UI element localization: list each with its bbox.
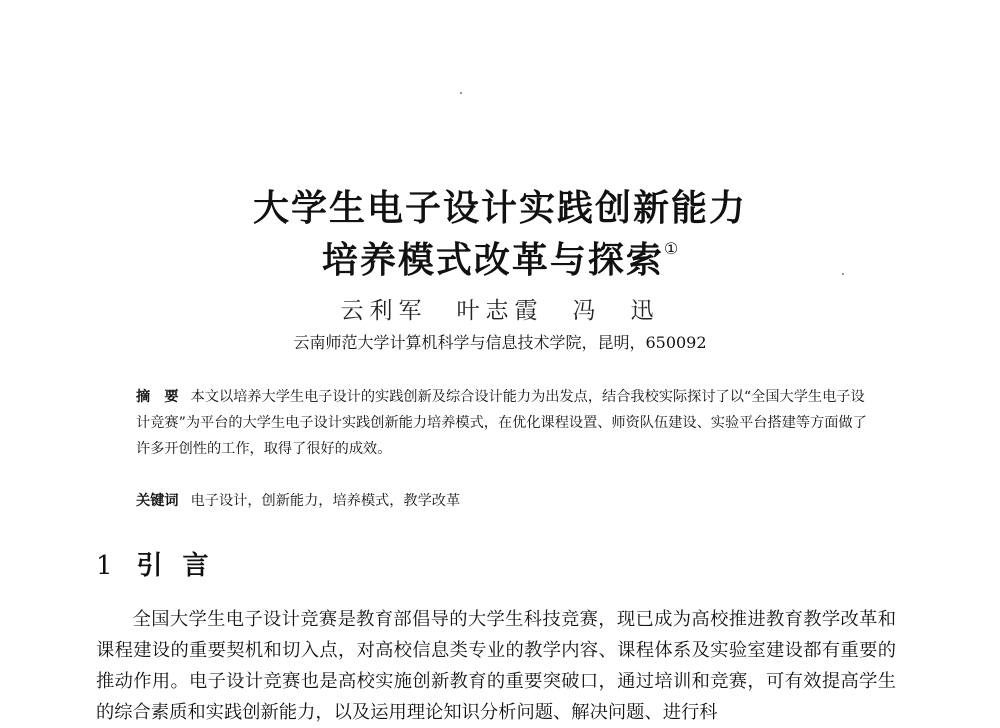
section-heading [96, 545, 229, 582]
keywords-text: 电子设计，创新能力，培养模式，教学改革 [190, 493, 461, 509]
affiliation: 云南师范大学计算机科学与信息技术学院，昆明，650092 [293, 333, 707, 352]
author-list: 云利军 叶志霞 冯 迅 [340, 298, 660, 324]
section-title: 引言 [136, 551, 229, 581]
footnote-mark: ① [663, 239, 679, 258]
section-number: 1 [96, 551, 113, 581]
paper-title-line2 [0, 228, 1000, 282]
paper-title-line1 [0, 188, 1000, 230]
abstract-text: 本文以培养大学生电子设计的实践创新及综合设计能力为出发点，结合我校实际探讨了以“全国大学生电子设计竞赛”为平台的大学生电子设计实践创新能力培养模式，在优化课程设置、师资队伍建设、实验平台搭建等方面做了许多开创性的工作，取得了很好的成效。 [136, 389, 867, 457]
body-paragraph: 全国大学生电子设计竞赛是教育部倡导的大学生科技竞赛，现已成为高校推进教育教学改革和课程建设的重要契机和切入点，对高校信息类专业的教学内容、课程体系及实验室建设都有重要的推动作用。电子设计竞赛也是高校实施创新教育的重要突破口，通过培训和竞赛，可有效提高学生的综合素质和实践创新能力，以及运用理论知识分析问题、解决问题、进行科 [96, 609, 896, 723]
scan-speck [460, 92, 462, 94]
keywords-label: 关键词 [136, 493, 179, 509]
abstract [136, 384, 868, 462]
abstract-label: 摘 要 [136, 389, 179, 405]
title-text-line1: 大学生电子设计实践创新能力 [252, 188, 747, 229]
title-text-line2: 培养模式改革与探索 [321, 240, 664, 281]
keywords [136, 490, 868, 510]
